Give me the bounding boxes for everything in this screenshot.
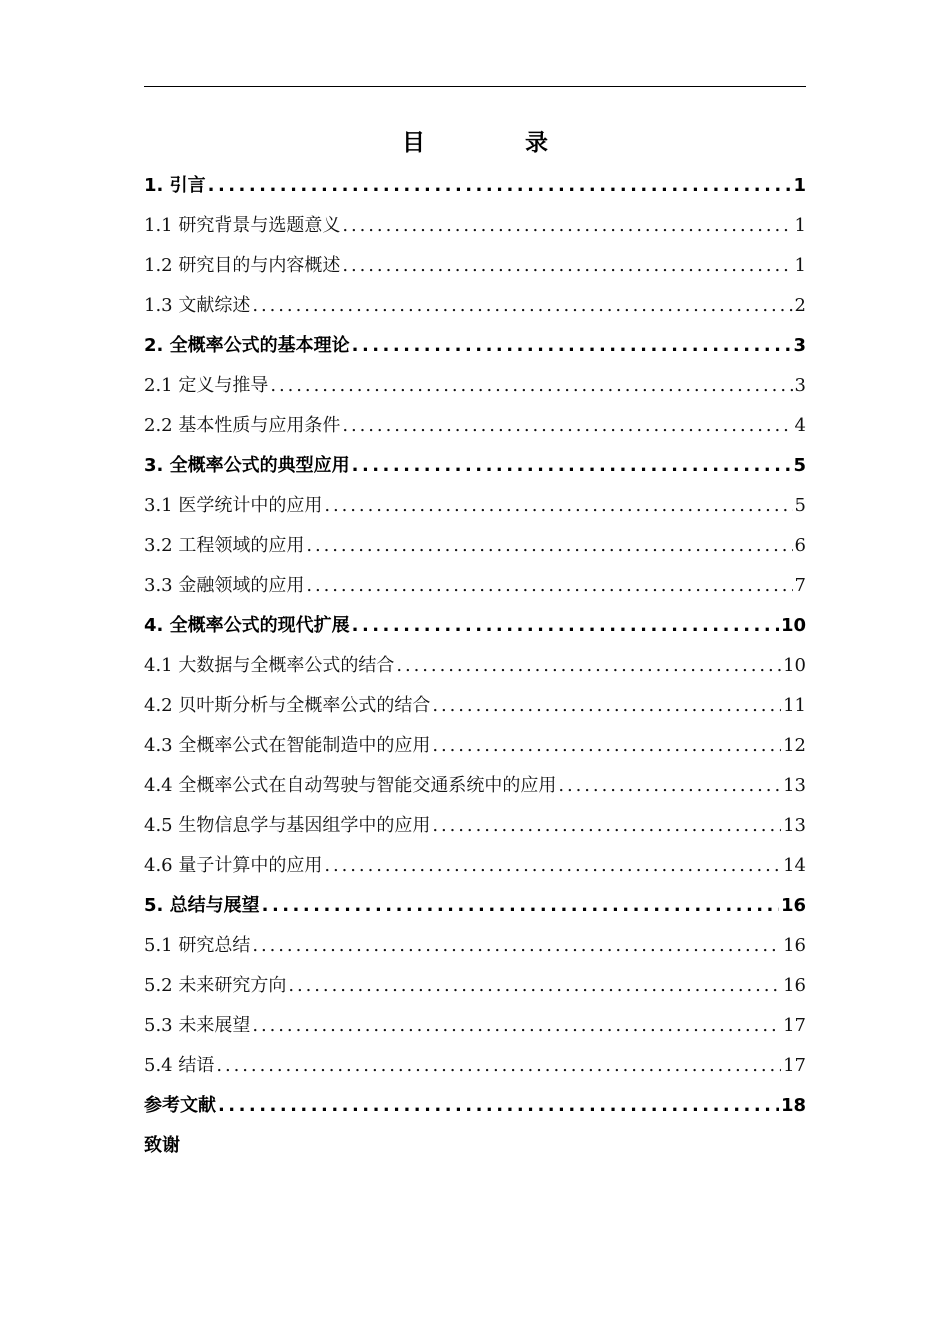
dot-leader [324,486,792,526]
toc-entry[interactable] [144,206,806,246]
toc-entry-page-number: 17 [783,1015,806,1036]
toc-entry-label: 5.4 结语 [144,1055,215,1076]
toc-entry[interactable] [144,926,806,966]
toc-entry-label: 3.1 医学统计中的应用 [144,495,323,516]
toc-entry-label: 4. 全概率公式的现代扩展 [144,615,350,636]
toc-list [144,166,806,1166]
toc-entry-label: 1.2 研究目的与内容概述 [144,255,341,276]
toc-entry-page-number: 1 [794,255,806,276]
toc-entry[interactable] [144,486,806,526]
toc-entry-label: 3. 全概率公式的典型应用 [144,455,350,476]
toc-entry[interactable] [144,286,806,326]
dot-leader [306,526,792,566]
dot-leader [208,166,792,206]
toc-entry-page-number: 16 [783,975,806,996]
toc-entry-page-number: 10 [783,655,806,676]
toc-entry-page-number: 12 [783,735,806,756]
toc-entry-label: 2. 全概率公式的基本理论 [144,335,350,356]
toc-entry-label: 5.3 未来展望 [144,1015,251,1036]
toc-entry[interactable] [144,326,806,366]
toc-entry[interactable] [144,806,806,846]
toc-entry-page-number: 1 [794,215,806,236]
toc-entry-page-number: 16 [783,935,806,956]
toc-entry-page-number: 6 [794,535,806,556]
dot-leader [216,1046,781,1086]
toc-entry-page-number: 2 [794,295,806,316]
dot-leader [342,206,792,246]
toc-entry-label: 4.1 大数据与全概率公式的结合 [144,655,395,676]
toc-entry[interactable] [144,686,806,726]
toc-entry-page-number: 13 [783,815,806,836]
toc-entry-page-number: 14 [783,855,806,876]
toc-entry[interactable] [144,1126,806,1166]
toc-entry-page-number: 10 [780,615,806,636]
toc-entry[interactable] [144,1086,806,1126]
dot-leader [352,606,779,646]
dot-leader [432,806,781,846]
dot-leader [352,446,792,486]
toc-entry-label: 5.1 研究总结 [144,935,251,956]
toc-entry-page-number: 18 [780,1095,806,1116]
toc-entry[interactable] [144,366,806,406]
toc-entry-label: 4.3 全概率公式在智能制造中的应用 [144,735,431,756]
dot-leader [252,286,792,326]
dot-leader [432,686,781,726]
toc-entry-label: 致谢 [144,1135,180,1156]
toc-entry[interactable] [144,646,806,686]
toc-entry-label: 5.2 未来研究方向 [144,975,287,996]
toc-entry-label: 参考文献 [144,1095,216,1116]
toc-entry-label: 1. 引言 [144,175,206,196]
toc-entry[interactable] [144,606,806,646]
dot-leader [324,846,781,886]
toc-entry-page-number: 4 [794,415,806,436]
dot-leader [306,566,792,606]
toc-entry[interactable] [144,726,806,766]
toc-entry-label: 2.2 基本性质与应用条件 [144,415,341,436]
toc-entry-page-number: 17 [783,1055,806,1076]
dot-leader [396,646,781,686]
toc-entry-label: 3.3 金融领域的应用 [144,575,305,596]
dot-leader [218,1086,779,1126]
toc-entry-label: 5. 总结与展望 [144,895,260,916]
dot-leader [270,366,792,406]
toc-entry-label: 2.1 定义与推导 [144,375,269,396]
dot-leader [252,926,781,966]
toc-entry-page-number: 7 [794,575,806,596]
toc-entry-label: 3.2 工程领域的应用 [144,535,305,556]
dot-leader [432,726,781,766]
dot-leader [288,966,781,1006]
toc-entry-page-number: 3 [793,335,806,356]
header-rule [144,86,806,87]
toc-entry[interactable] [144,1006,806,1046]
dot-leader [342,246,792,286]
toc-entry[interactable] [144,1046,806,1086]
toc-entry[interactable] [144,766,806,806]
toc-entry[interactable] [144,246,806,286]
toc-entry-label: 1.1 研究背景与选题意义 [144,215,341,236]
toc-entry-page-number: 1 [793,175,806,196]
toc-entry-page-number: 3 [794,375,806,396]
toc-entry-page-number: 5 [794,495,806,516]
dot-leader [342,406,792,446]
toc-entry[interactable] [144,846,806,886]
toc-entry[interactable] [144,406,806,446]
toc-entry[interactable] [144,886,806,926]
toc-entry[interactable] [144,446,806,486]
dot-leader [558,766,781,806]
toc-entry[interactable] [144,526,806,566]
toc-entry[interactable] [144,166,806,206]
toc-entry-label: 4.5 生物信息学与基因组学中的应用 [144,815,431,836]
toc-entry-label: 4.2 贝叶斯分析与全概率公式的结合 [144,695,431,716]
toc-entry-page-number: 11 [783,695,806,716]
toc-entry-label: 4.4 全概率公式在自动驾驶与智能交通系统中的应用 [144,775,557,796]
toc-entry-label: 1.3 文献综述 [144,295,251,316]
toc-entry-label: 4.6 量子计算中的应用 [144,855,323,876]
toc-entry[interactable] [144,566,806,606]
toc-title: 目 录 [401,130,594,156]
toc-entry-page-number: 5 [793,455,806,476]
dot-leader [262,886,779,926]
toc-entry-page-number: 13 [783,775,806,796]
dot-leader [352,326,792,366]
toc-entry[interactable] [144,966,806,1006]
toc-entry-page-number: 16 [780,895,806,916]
dot-leader [252,1006,781,1046]
